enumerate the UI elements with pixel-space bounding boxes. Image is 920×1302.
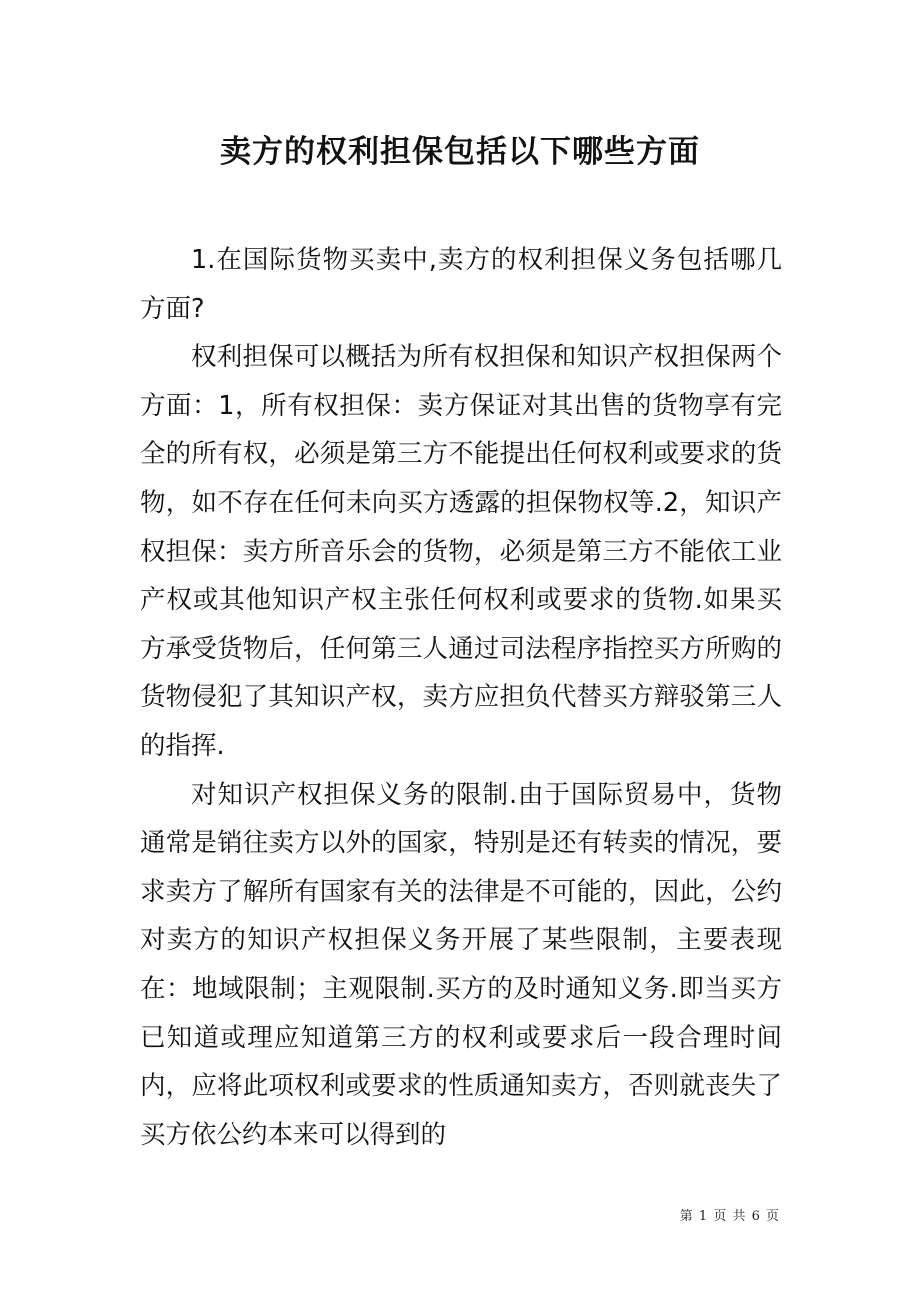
- page-number-footer: 第 1 页 共 6 页: [679, 1209, 780, 1224]
- document-title: 卖方的权利担保包括以下哪些方面: [220, 134, 700, 170]
- paragraph-question: 1.在国际货物买卖中,卖方的权利担保义务包括哪几方面?: [140, 245, 782, 324]
- document-body: [140, 236, 782, 1159]
- paragraph-rights-guarantee: 权利担保可以概括为所有权担保和知识产权担保两个方面：1，所有权担保：卖方保证对其出售的货物享有完全的所有权，必须是第三方不能提出任何权利或要求的货物，如不存在任何未向买方透露的担保物权等.2，知识产权担保：卖方所音乐会的货物，必须是第三方不能依工业产权或其他知识产权主张任何权利或要求的货物.如果买方承受货物后，任何第三人通过司法程序指控买方所购的货物侵犯了其知识产权，卖方应担负代替买方辩驳第三人的指挥.: [140, 342, 782, 761]
- paragraph-ip-limitations: 对知识产权担保义务的限制.由于国际贸易中，货物通常是销往卖方以外的国家，特别是还有转卖的情况，要求卖方了解所有国家有关的法律是不可能的，因此，公约对卖方的知识产权担保义务开展了某些限制，主要表现在：地域限制；主观限制.买方的及时通知义务.即当买方已知道或理应知道第三方的权利或要求后一段合理时间内，应将此项权利或要求的性质通知卖方，否则就丧失了买方依公约本来可以得到的: [140, 779, 782, 1150]
